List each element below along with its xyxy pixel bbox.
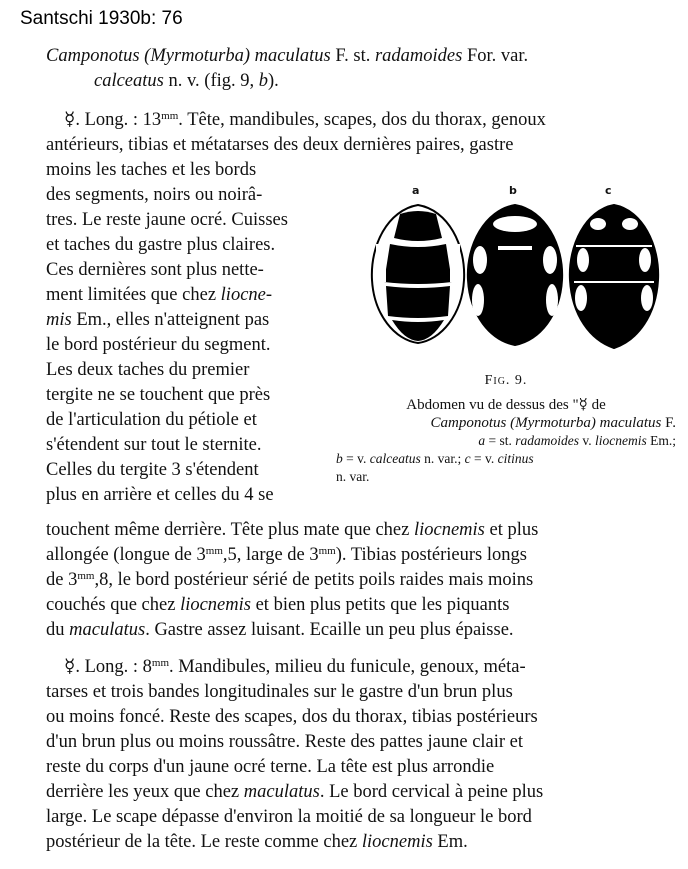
p2l4: d'un brun plus ou moins roussâtre. Reste des pattes jaune clair et	[46, 732, 524, 752]
title-line2-rest: n. v. (fig. 9,	[163, 71, 259, 91]
title-line-2	[46, 69, 671, 94]
p1l21	[46, 618, 668, 643]
p2l1	[46, 655, 668, 680]
citation-header: Santschi 1930b: 76	[20, 8, 183, 29]
p1l20	[46, 593, 668, 618]
t: liocnemis	[361, 832, 433, 852]
t: ,5, large de 3	[222, 545, 319, 565]
t: b	[336, 451, 343, 466]
t: des segments, noirs ou noirâ-	[46, 185, 263, 205]
t: ). Tibias postérieurs longs	[335, 545, 527, 565]
p1l3	[46, 158, 328, 183]
t: . Gastre assez luisant. Ecaille un peu plus épaisse.	[145, 620, 514, 640]
t: mm	[151, 657, 170, 669]
long-label: ☿. Long. : 13	[64, 110, 162, 130]
p2l2: tarses et trois bandes longitudinales sur le gastre d'un brun plus	[46, 682, 513, 702]
para1-l1	[64, 108, 671, 133]
p1l13: de l'articulation du pétiole et	[46, 410, 257, 430]
t: du	[46, 620, 70, 640]
p1l12: tergite ne se touchent que près	[46, 385, 271, 405]
p2l8	[46, 830, 668, 855]
figure-label-b: b	[509, 184, 517, 197]
figure-caption	[336, 372, 676, 486]
p1l9	[46, 308, 328, 333]
t: mm	[77, 570, 95, 582]
t: tres. Le reste jaune ocré. Cuisses	[46, 210, 288, 230]
t: maculatus	[243, 782, 320, 802]
t: Camponotus (Myrmoturba) maculatus	[430, 415, 662, 431]
caption-line-4	[336, 450, 676, 468]
p1l15: Celles du tergite 3 s'étendent	[46, 460, 259, 480]
abdomen-c	[570, 205, 658, 348]
t: mm	[205, 545, 223, 557]
title-fig-b: b	[258, 71, 269, 91]
t: mm	[318, 545, 336, 557]
abdomen-illustrations	[340, 180, 670, 365]
p1l8	[46, 283, 328, 308]
t	[336, 450, 534, 468]
t: mis	[46, 310, 72, 330]
para2	[46, 655, 668, 855]
title-genus: Camponotus (Myrmoturba) maculatus	[46, 46, 331, 66]
caption-line-1: Abdomen vu de dessus des "☿ de	[406, 397, 606, 413]
p1l2: antérieurs, tibias et métatarses des deux dernières paires, gastre	[46, 135, 514, 155]
para1-tail	[46, 518, 668, 643]
p1l17	[46, 518, 668, 543]
t: . Le bord cervical à peine plus	[319, 782, 544, 802]
mm-sup: mm	[161, 110, 179, 122]
t: radamoides	[515, 433, 579, 448]
t: ment limitées que chez	[46, 285, 221, 305]
t: de 3	[46, 570, 78, 590]
figure-number: Fig. 9.	[484, 373, 528, 388]
abdomen-b	[468, 205, 562, 345]
caption-line-3	[336, 432, 676, 450]
t: ☿. Long. : 8	[64, 657, 152, 677]
t: liocnemis	[180, 595, 251, 615]
t: liocnemis	[595, 433, 647, 448]
t: = st.	[485, 433, 516, 448]
title-line-1	[46, 44, 671, 69]
t: c	[464, 451, 471, 466]
p1l18	[46, 543, 668, 568]
abdomen-a	[372, 205, 464, 343]
t: calceatus	[369, 451, 421, 466]
figure-9	[340, 180, 670, 375]
t: Em.;	[646, 433, 676, 448]
title-rest: For. var.	[462, 46, 529, 66]
t: ,8, le bord postérieur sérié de petits poils raides mais moins	[94, 570, 534, 590]
t: moins les taches et les bords	[46, 160, 257, 180]
title-subspecies: radamoides	[374, 46, 463, 66]
para1-column	[46, 158, 328, 508]
p1l11: Les deux taches du premier	[46, 360, 250, 380]
para1-l2	[46, 133, 668, 158]
t: Em.	[432, 832, 468, 852]
figure-label-a: a	[412, 184, 420, 197]
p2l6	[46, 780, 668, 805]
t: postérieur de la tête. Le reste comme chez	[46, 832, 362, 852]
p2l3: ou moins foncé. Reste des scapes, dos du thorax, tibias postérieurs	[46, 707, 538, 727]
t: et taches du gastre plus claires.	[46, 235, 276, 255]
t: Ces dernières sont plus nette-	[46, 260, 264, 280]
p1l1-rest: . Tête, mandibules, scapes, dos du thorax, genoux	[178, 110, 546, 130]
t: couchés que chez	[46, 595, 181, 615]
title-variety: calceatus	[94, 71, 164, 91]
p1l10: le bord postérieur du segment.	[46, 335, 271, 355]
t: et bien plus petits que les piquants	[250, 595, 510, 615]
species-title	[46, 44, 671, 94]
p1l19	[46, 568, 668, 593]
t: maculatus	[69, 620, 146, 640]
t: liocne-	[220, 285, 273, 305]
p1l4	[46, 183, 328, 208]
t: allongée (longue de 3	[46, 545, 206, 565]
t: = v.	[342, 451, 370, 466]
caption-line-2	[336, 414, 676, 432]
p1l7	[46, 258, 328, 283]
title-line2-end: ).	[268, 71, 279, 91]
t: v.	[579, 433, 595, 448]
t: liocnemis	[413, 520, 485, 540]
t: touchent même derrière. Tête plus mate que chez	[46, 520, 414, 540]
t: . Mandibules, milieu du funicule, genoux, méta-	[169, 657, 526, 677]
p2l7: large. Le scape dépasse d'environ la moitié de sa longueur le bord	[46, 807, 532, 827]
figure-label-c: c	[605, 184, 612, 197]
p1l6	[46, 233, 328, 258]
p1l1-a	[64, 108, 546, 133]
t: Em., elles n'atteignent pas	[71, 310, 270, 330]
p1l14: s'étendent sur tout le sternite.	[46, 435, 262, 455]
t: derrière les yeux que chez	[46, 782, 244, 802]
t: et plus	[484, 520, 539, 540]
title-author: F. st.	[330, 46, 375, 66]
t: a	[478, 433, 486, 448]
p1l16: plus en arrière et celles du 4 se	[46, 485, 274, 505]
t: n. var.;	[420, 451, 465, 466]
p1l5	[46, 208, 328, 233]
caption-line-5: n. var.	[336, 469, 370, 484]
t: F.	[661, 415, 676, 431]
t: = v.	[470, 451, 498, 466]
t: citinus	[497, 451, 534, 466]
p2l5: reste du corps d'un jaune ocré terne. La tête est plus arrondie	[46, 757, 495, 777]
